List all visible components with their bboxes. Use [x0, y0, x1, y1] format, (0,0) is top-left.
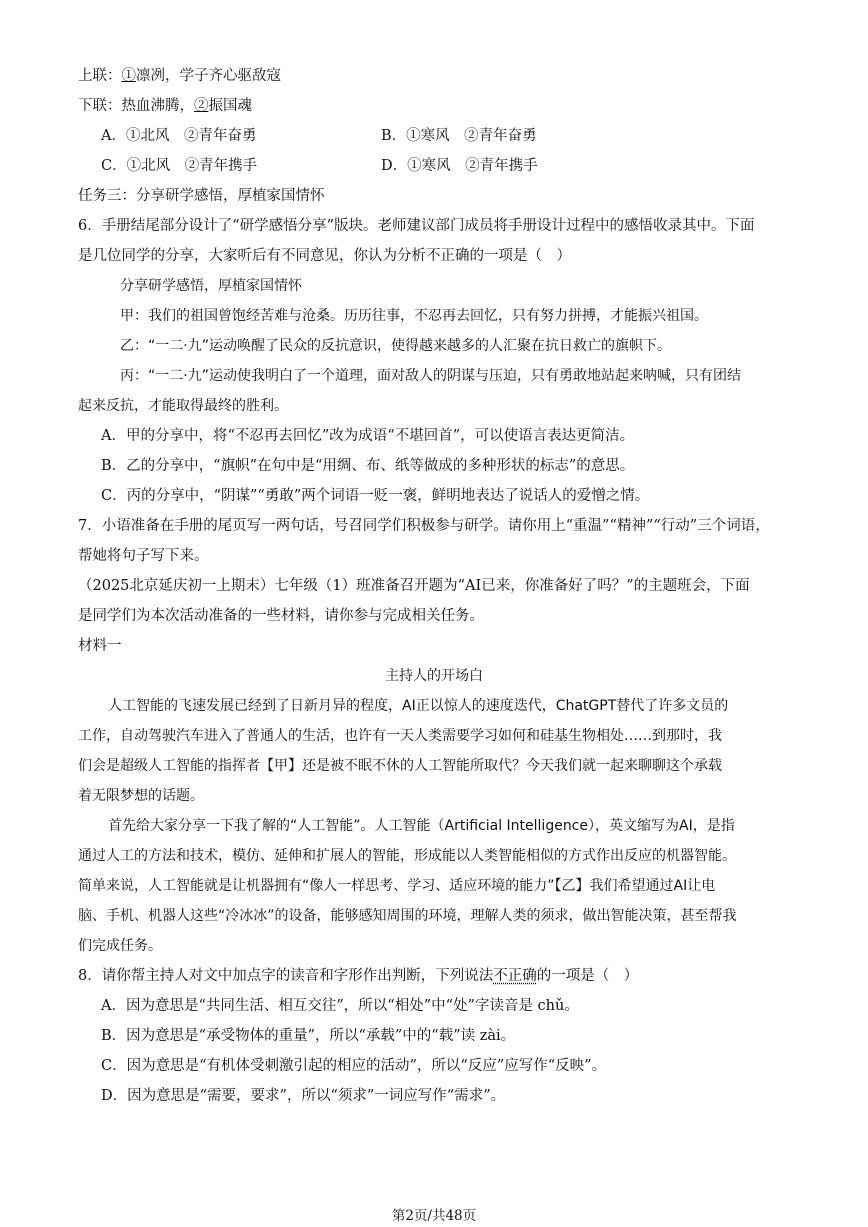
- q6-box-title: 分享研学感悟，厚植家国情怀: [120, 278, 302, 294]
- couplet-upper: [78, 66, 281, 86]
- q8-option-c: C．因为意思是“有机体受刺激引起的相应的活动”，所以“反应”应写作“反映”。: [101, 1058, 607, 1074]
- q6-option-c: C．丙的分享中，“阴谋”“勇敢”两个词语一贬一褒，鲜明地表达了说话人的爱憎之情。: [101, 488, 650, 504]
- host-p2-line3: 简单来说，人工智能就是让机器拥有“像人一样思考、学习、适应环境的能力”【乙】我们希望通过AI让电: [78, 878, 716, 894]
- couplet-lower: [78, 96, 252, 116]
- material1-label: 材料一: [78, 638, 122, 654]
- couplet-upper-label: 上联：: [78, 68, 122, 84]
- q5-option-c: C．①北风 ②青年携手: [101, 158, 258, 174]
- q6-stem-line1: 6．手册结尾部分设计了“研学感悟分享”版块。老师建议部门成员将手册设计过程中的感悟收录其中。下面: [78, 218, 755, 234]
- q5-option-d: D．①寒风 ②青年携手: [381, 158, 538, 174]
- q6-share-bing-line2: 起来反抗，才能取得最终的胜利。: [78, 398, 288, 414]
- q8-option-d: D．因为意思是“需要，要求”，所以“须求”一词应写作“需求”。: [101, 1088, 506, 1104]
- q7-stem-line1: 7．小语准备在手册的尾页写一两句话，号召同学们积极参与研学。请你用上“重温”“精神”“行动”三个词语，: [78, 518, 770, 534]
- host-title: 主持人的开场白: [385, 668, 483, 684]
- host-p2-line4: 脑、手机、机器人这些“冷冰冰”的设备，能够感知周围的环境，理解人类的须求，做出智能决策，甚至帮我: [78, 908, 737, 924]
- couplet-blank-2: ②: [194, 98, 209, 114]
- task3-heading: 任务三：分享研学感悟，厚植家国情怀: [78, 188, 325, 204]
- q6-share-yi: 乙：“一二·九”运动唤醒了民众的反抗意识，使得越来越多的人汇聚在抗日救亡的旗帜下。: [120, 338, 671, 354]
- q6-share-jia: 甲：我们的祖国曾饱经苦难与沧桑。历历往事，不忍再去回忆，只有努力拼搏，才能振兴祖国。: [120, 308, 708, 324]
- q6-share-bing-line1: 丙：“一二·九”运动使我明白了一个道理，面对敌人的阴谋与压迫，只有勇敢地站起来呐喊，只有团结: [120, 368, 741, 384]
- couplet-lower-label: 下联：热血沸腾，: [78, 98, 194, 114]
- q8-stem: [78, 966, 638, 986]
- q5-option-a: A．①北风 ②青年奋勇: [101, 128, 257, 144]
- host-p2-line5: 们完成任务。: [78, 938, 162, 954]
- q8-option-a: A．因为意思是“共同生活、相互交往”，所以“相处”中“处”字读音是 chǔ。: [101, 998, 579, 1014]
- q6-option-b: B．乙的分享中，“旗帜”在句中是“用绸、布、纸等做成的多种形状的标志”的意思。: [101, 458, 635, 474]
- host-p2-line2: 通过人工的方法和技术，模仿、延伸和扩展人的智能，形成能以人类智能相似的方式作出反应的机器智能。: [78, 848, 736, 864]
- host-p1-line2: 工作，自动驾驶汽车进入了普通人的生活，也许有一天人类需要学习如何和硅基生物相处……到那时，我: [78, 728, 722, 744]
- q8-option-b: B．因为意思是“承受物体的重量”，所以“承载”中的“载”读 zài。: [101, 1028, 516, 1044]
- intro-line2: 是同学们为本次活动准备的一些材料，请你参与完成相关任务。: [78, 608, 484, 624]
- q7-stem-line2: 帮她将句子写下来。: [78, 548, 209, 564]
- intro-line1: （2025北京延庆初一上期末）七年级（1）班准备召开题为“AI已来，你准备好了吗？”的主题班会，下面: [78, 578, 750, 594]
- couplet-lower-text: 振国魂: [208, 98, 252, 114]
- host-p2-line1: 首先给大家分享一下我了解的“人工智能”。人工智能（Artificial Intelligence），英文缩写为AI，是指: [108, 818, 735, 834]
- couplet-blank-1: ①: [121, 68, 136, 84]
- q8-stem-part2: 的一项是（ ）: [536, 968, 639, 984]
- q5-option-b: B．①寒风 ②青年奋勇: [381, 128, 537, 144]
- page-footer: 第2页/共48页: [391, 1208, 477, 1224]
- q6-stem-line2: 是几位同学的分享，大家听后有不同意见，你认为分析不正确的一项是（ ）: [78, 248, 571, 264]
- host-p1-line1: 人工智能的飞速发展已经到了日新月异的程度，AI正以惊人的速度迭代，ChatGPT替代了许多文员的: [108, 698, 729, 714]
- couplet-upper-text: 凛冽，学子齐心驱敌寇: [136, 68, 281, 84]
- q8-stem-part1: 8．请你帮主持人对文中加点字的读音和字形作出判断，下列说法: [78, 968, 494, 984]
- q6-option-a: A．甲的分享中，将“不忍再去回忆”改为成语“不堪回首”，可以使语言表达更简洁。: [101, 428, 635, 444]
- q8-stem-emphasis: 不正确: [493, 968, 537, 984]
- host-p1-line4: 着无限梦想的话题。: [78, 788, 204, 804]
- host-p1-line3: 们会是超级人工智能的指挥者【甲】还是被不眠不休的人工智能所取代？今天我们就一起来聊聊这个承载: [78, 758, 722, 774]
